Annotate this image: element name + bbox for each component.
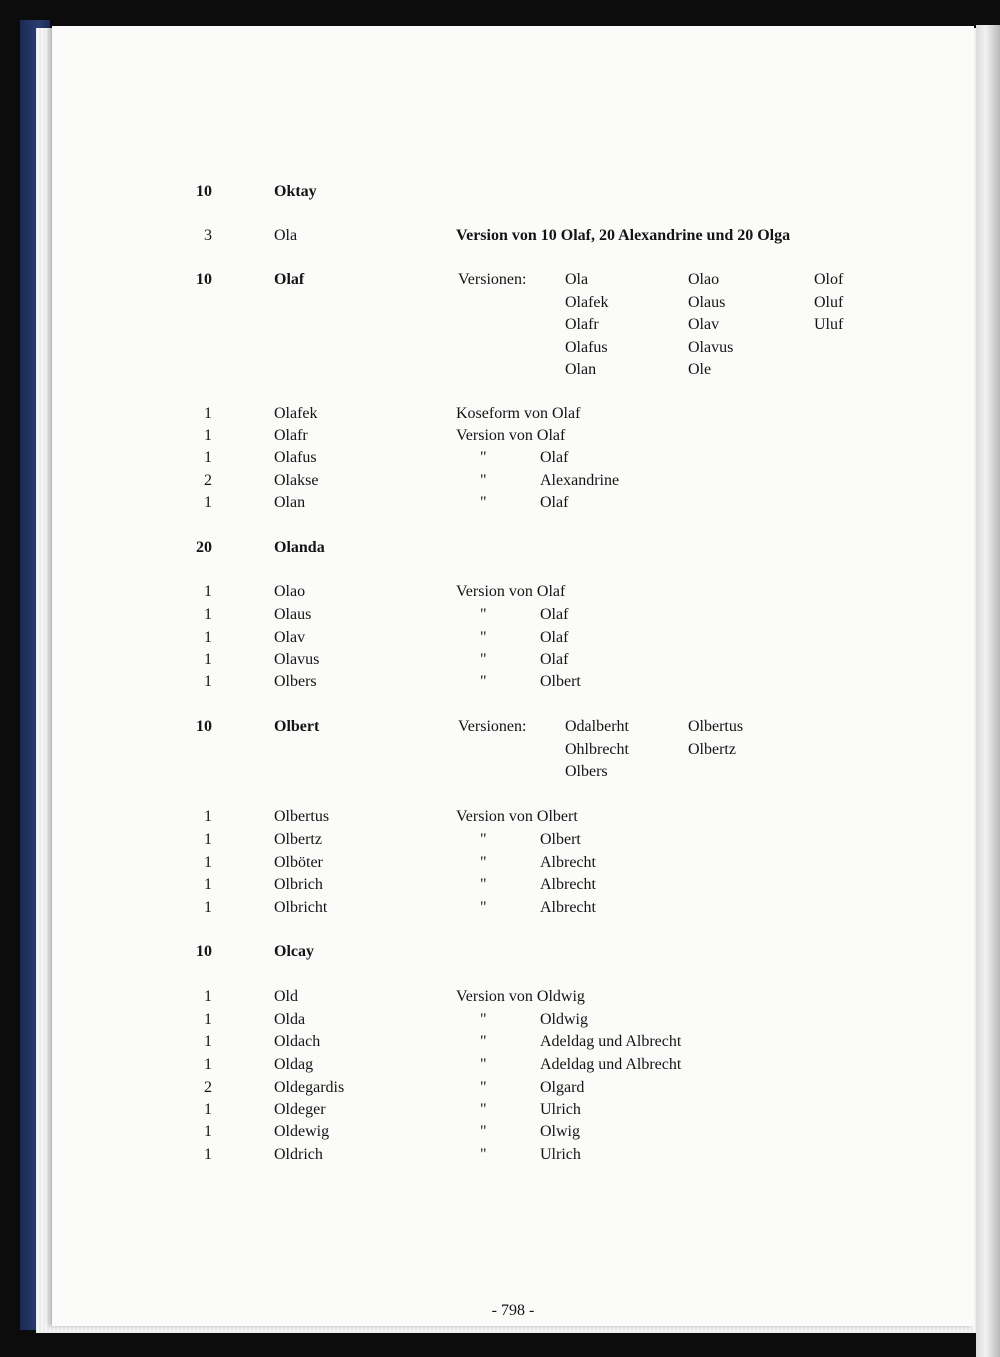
entry-row: [52, 537, 974, 559]
frequency-number: 1: [204, 876, 212, 893]
frequency-number: 1: [204, 1101, 212, 1118]
version-name: Olafus: [565, 338, 608, 356]
entry-row: [52, 1077, 974, 1099]
frequency-number: 10: [196, 271, 212, 288]
frequency-number: 1: [204, 449, 212, 466]
page-number: - 798 -: [491, 1302, 535, 1319]
entry-name: Olao: [274, 583, 306, 600]
frequency-number: 1: [204, 405, 212, 422]
frequency-number: 1: [204, 988, 212, 1005]
entry-row: [52, 716, 974, 780]
reference-name: Olaf: [540, 629, 569, 646]
ditto-mark: ": [480, 449, 487, 466]
reference-name: Albrecht: [540, 899, 596, 916]
frequency-number: 1: [204, 854, 212, 871]
version-name: Olbers: [565, 763, 608, 780]
frequency-number: 10: [196, 183, 212, 200]
entry-row: [52, 829, 974, 851]
version-name: Odalberht: [565, 718, 629, 735]
entry-row: [52, 604, 974, 626]
reference-name: Oldwig: [540, 1011, 588, 1028]
entry-name: Ola: [274, 227, 298, 244]
entry-row: [52, 627, 974, 649]
frequency-number: 1: [204, 808, 212, 825]
frequency-number: 1: [204, 673, 212, 690]
entry-description: Version von Oldwig: [456, 988, 585, 1005]
entry-row: [52, 425, 974, 447]
ditto-mark: ": [480, 606, 487, 623]
ditto-mark: ": [480, 1033, 487, 1050]
frequency-number: 1: [204, 1033, 212, 1050]
entry-row: [52, 671, 974, 693]
version-name: Olavus: [688, 338, 734, 356]
reference-name: Ulrich: [540, 1101, 581, 1118]
reference-name: Olaf: [540, 606, 569, 623]
entry-description: Koseform von Olaf: [456, 405, 581, 422]
entry-name: Olda: [274, 1011, 306, 1028]
entry-row: [52, 1144, 974, 1166]
entry-name: Olan: [274, 494, 306, 511]
entry-name: Olbertz: [274, 831, 322, 848]
entry-name: Olbricht: [274, 899, 328, 916]
ditto-mark: ": [480, 831, 487, 848]
reference-name: Adeldag und Albrecht: [540, 1033, 682, 1050]
version-name: Olan: [565, 361, 597, 378]
entry-row: [52, 897, 974, 919]
ditto-mark: ": [480, 1146, 487, 1163]
entry-row: [52, 986, 974, 1008]
reference-name: Olbert: [540, 673, 581, 690]
reference-name: Olaf: [540, 651, 569, 668]
version-name: Olbertz: [688, 740, 736, 758]
frequency-number: 1: [204, 651, 212, 668]
frequency-number: 10: [196, 718, 212, 735]
ditto-mark: ": [480, 629, 487, 646]
entry-description: Version von Olbert: [456, 808, 578, 825]
entry-name: Oldeger: [274, 1101, 326, 1118]
version-name: Olbertus: [688, 718, 744, 735]
ditto-mark: ": [480, 1123, 487, 1140]
frequency-number: 1: [204, 583, 212, 600]
entry-row: [52, 806, 974, 828]
reference-name: Adeldag und Albrecht: [540, 1056, 682, 1073]
reference-name: Olaf: [540, 494, 569, 511]
frequency-number: 20: [196, 539, 212, 556]
entry-name: Oldach: [274, 1033, 321, 1050]
frequency-number: 10: [196, 943, 212, 960]
entry-row: [52, 1031, 974, 1053]
entry-name: Olbrich: [274, 876, 323, 893]
entry-name: Olböter: [274, 854, 323, 871]
reference-name: Alexandrine: [540, 472, 620, 489]
entry-row: [52, 447, 974, 469]
entry-name: Olaus: [274, 606, 312, 623]
reference-name: Olaf: [540, 449, 569, 466]
reference-name: Albrecht: [540, 876, 596, 893]
entry-row: [52, 492, 974, 514]
frequency-number: 1: [204, 1056, 212, 1073]
frequency-number: 1: [204, 606, 212, 623]
ditto-mark: ": [480, 494, 487, 511]
version-name: Olof: [814, 271, 844, 288]
ditto-mark: ": [480, 1056, 487, 1073]
reference-name: Ulrich: [540, 1146, 581, 1163]
reference-name: Olgard: [540, 1079, 585, 1096]
entry-name: Oldrich: [274, 1146, 323, 1163]
frequency-number: 1: [204, 494, 212, 511]
entry-description: Version von Olaf: [456, 583, 566, 600]
entry-row: [52, 1009, 974, 1031]
versions-label: Versionen:: [458, 271, 527, 288]
entry-name: Olanda: [274, 539, 325, 556]
frequency-number: 2: [204, 1079, 212, 1096]
entry-description: Version von Olaf: [456, 427, 566, 444]
entry-name: Olaf: [274, 271, 305, 288]
entry-name: Olafr: [274, 427, 308, 444]
entry-name: Oldag: [274, 1056, 314, 1073]
reference-name: Olbert: [540, 831, 581, 848]
frequency-number: 1: [204, 1123, 212, 1140]
entry-row: [52, 269, 974, 378]
ditto-mark: ": [480, 651, 487, 668]
frequency-number: 1: [204, 1011, 212, 1028]
frequency-number: 1: [204, 899, 212, 916]
entry-description: Version von 10 Olaf, 20 Alexandrine und 20 Olga: [456, 227, 791, 244]
frequency-number: 3: [204, 227, 212, 244]
entry-row: [52, 403, 974, 425]
frequency-number: 1: [204, 629, 212, 646]
entry-name: Olbertus: [274, 808, 330, 825]
entry-row: [52, 181, 974, 203]
entry-row: [52, 225, 974, 247]
ditto-mark: ": [480, 673, 487, 690]
entry-row: [52, 941, 974, 963]
version-name: Ole: [688, 361, 712, 378]
entry-name: Olavus: [274, 651, 320, 668]
entry-name: Olafus: [274, 449, 317, 466]
entry-name: Olakse: [274, 472, 319, 489]
frequency-number: 1: [204, 1146, 212, 1163]
entry-row: [52, 1099, 974, 1121]
frequency-number: 1: [204, 831, 212, 848]
version-name: Olaus: [688, 293, 726, 311]
frequency-number: 2: [204, 472, 212, 489]
version-name: Oluf: [814, 293, 844, 311]
version-name: Ohlbrecht: [565, 740, 629, 758]
entry-row: [52, 852, 974, 874]
entry-name: Oldegardis: [274, 1079, 345, 1096]
version-name: Olafek: [565, 293, 609, 311]
entry-row: [52, 470, 974, 492]
entry-name: Oktay: [274, 183, 317, 200]
entry-name: Oldewig: [274, 1123, 330, 1140]
version-name: Olav: [688, 316, 720, 333]
ditto-mark: ": [480, 1101, 487, 1118]
ditto-mark: ": [480, 1011, 487, 1028]
entry-row: [52, 1054, 974, 1076]
version-name: Uluf: [814, 316, 844, 333]
ditto-mark: ": [480, 472, 487, 489]
ditto-mark: ": [480, 899, 487, 916]
version-name: Olafr: [565, 316, 599, 333]
frequency-number: 1: [204, 427, 212, 444]
entry-name: Old: [274, 988, 298, 1005]
ditto-mark: ": [480, 854, 487, 871]
entry-row: [52, 874, 974, 896]
reference-name: Olwig: [540, 1123, 580, 1140]
entry-name: Olbers: [274, 673, 317, 690]
entry-name: Olafek: [274, 405, 318, 422]
ditto-mark: ": [480, 1079, 487, 1096]
reference-name: Albrecht: [540, 854, 596, 871]
entry-row: [52, 581, 974, 603]
book-page: [52, 26, 974, 1326]
entry-name: Olcay: [274, 943, 314, 960]
version-name: Olao: [688, 271, 720, 288]
entry-row: [52, 649, 974, 671]
book-fore-edge: [976, 25, 1000, 1357]
entry-row: [52, 1121, 974, 1143]
entry-name: Olav: [274, 629, 306, 646]
versions-label: Versionen:: [458, 718, 527, 735]
entry-name: Olbert: [274, 718, 320, 735]
version-name: Ola: [565, 271, 589, 288]
ditto-mark: ": [480, 876, 487, 893]
